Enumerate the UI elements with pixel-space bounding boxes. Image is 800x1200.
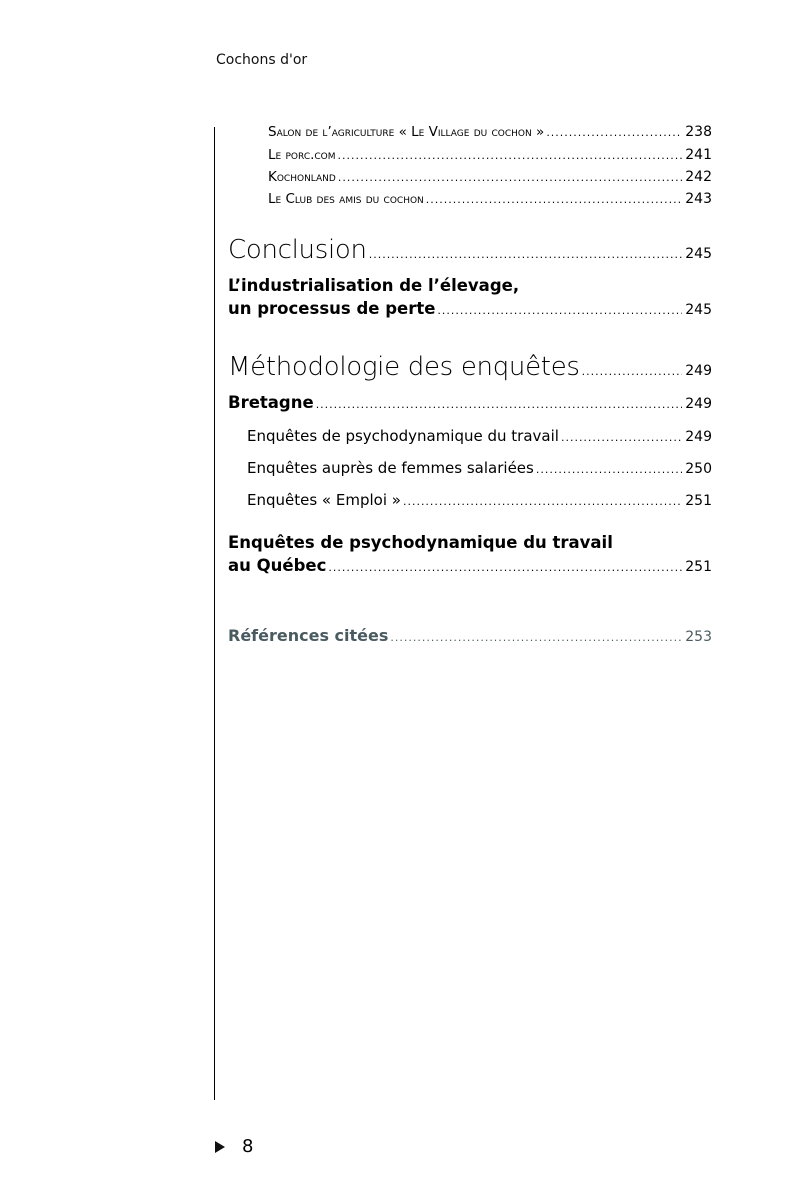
toc-section-line: L’industrialisation de l’élevage, xyxy=(228,276,520,295)
toc-entry-label: Le porc.com xyxy=(268,147,336,163)
chapter-title: Méthodologie des enquêtes xyxy=(228,352,580,382)
dot-leader xyxy=(369,248,683,261)
toc-section-quebec[interactable] xyxy=(228,556,712,575)
toc-section-industrialisation[interactable] xyxy=(228,299,712,318)
toc-entry-page: 238 xyxy=(685,124,712,140)
toc-entry-club[interactable] xyxy=(268,191,712,207)
triangle-right-icon xyxy=(215,1141,225,1153)
toc-entry-le-porc[interactable] xyxy=(268,147,712,163)
toc-entry-label: un processus de perte xyxy=(228,299,436,318)
toc-entry-page: 242 xyxy=(685,169,712,185)
dot-leader xyxy=(403,495,682,508)
toc-entry-page: 251 xyxy=(685,493,712,509)
toc-entry-page: 245 xyxy=(685,246,712,262)
chapter-title: Conclusion xyxy=(228,235,367,265)
dot-leader xyxy=(426,193,682,206)
dot-leader xyxy=(390,631,682,644)
toc-sub-psychodynamique[interactable] xyxy=(247,427,712,445)
toc-section-line: Enquêtes de psychodynamique du travail xyxy=(228,533,613,552)
toc-entry-page: 245 xyxy=(685,302,712,318)
dot-leader xyxy=(328,561,682,574)
running-head: Cochons d'or xyxy=(216,52,308,68)
toc-entry-label: Kochonland xyxy=(268,169,336,185)
toc-entry-kochonland[interactable] xyxy=(268,169,712,185)
toc-entry-page: 250 xyxy=(685,461,712,477)
toc-entry-label: Bretagne xyxy=(228,393,314,412)
vertical-rule xyxy=(214,127,215,1100)
toc-entry-label: Enquêtes de psychodynamique du travail xyxy=(247,427,559,445)
dot-leader xyxy=(561,431,682,444)
toc-entry-label: Enquêtes « Emploi » xyxy=(247,491,401,509)
toc-chapter-conclusion[interactable] xyxy=(228,235,712,265)
toc-sub-femmes-salariees[interactable] xyxy=(247,459,712,477)
toc-entry-label: Salon de l’agriculture « Le Village du cochon » xyxy=(268,124,545,140)
dot-leader xyxy=(338,149,683,162)
dot-leader xyxy=(316,398,683,411)
toc-entry-page: 251 xyxy=(685,559,712,575)
toc-references[interactable] xyxy=(228,626,712,645)
dot-leader xyxy=(582,365,683,378)
dot-leader xyxy=(338,171,682,184)
toc-section-bretagne[interactable] xyxy=(228,393,712,412)
toc-chapter-methodologie[interactable] xyxy=(228,352,712,382)
toc-entry-salon[interactable] xyxy=(268,124,712,140)
toc-entry-label: Enquêtes auprès de femmes salariées xyxy=(247,459,534,477)
page-number: 8 xyxy=(242,1136,254,1157)
toc-entry-page: 241 xyxy=(685,147,712,163)
toc-entry-label: Le Club des amis du cochon xyxy=(268,191,424,207)
dot-leader xyxy=(437,304,682,317)
toc-entry-label: Références citées xyxy=(228,626,389,645)
toc-entry-page: 249 xyxy=(685,363,712,379)
toc-entry-page: 253 xyxy=(685,629,712,645)
toc-sub-emploi[interactable] xyxy=(247,491,712,509)
toc-entry-page: 249 xyxy=(685,429,712,445)
dot-leader xyxy=(536,463,682,476)
dot-leader xyxy=(546,126,682,139)
toc-entry-page: 249 xyxy=(685,396,712,412)
toc-entry-label: au Québec xyxy=(228,556,327,575)
toc-entry-page: 243 xyxy=(685,191,712,207)
